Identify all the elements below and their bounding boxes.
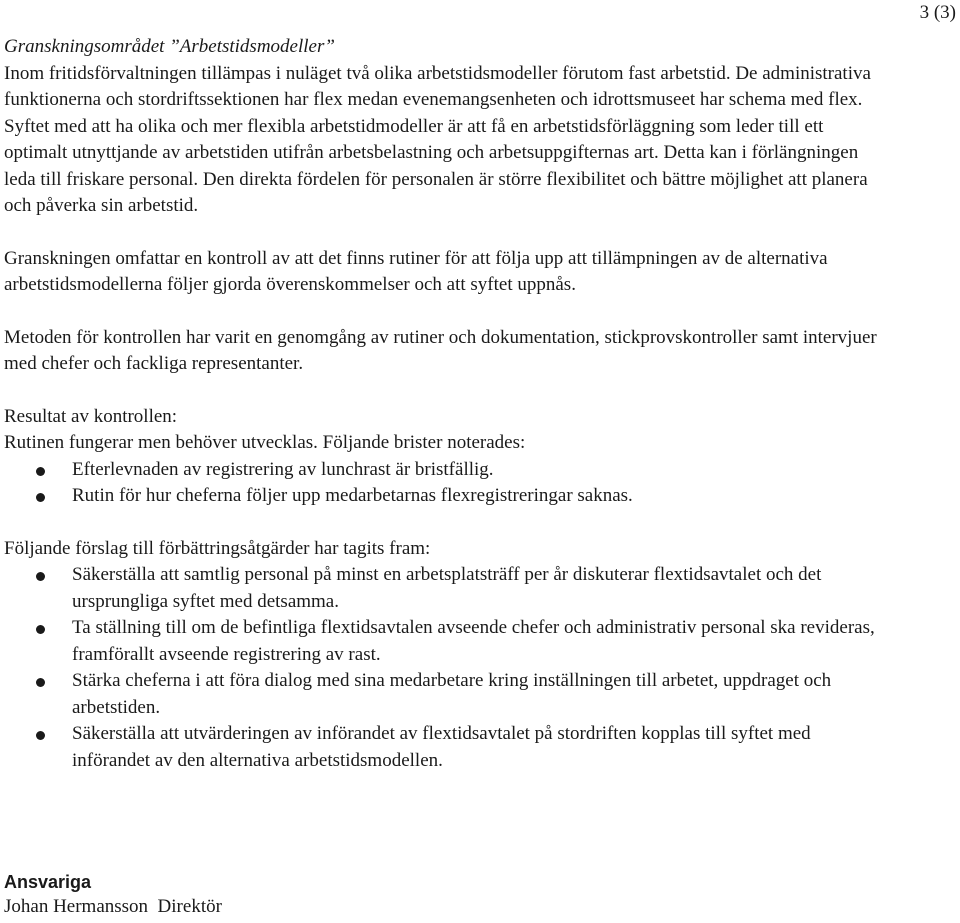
- paragraph-gap: [4, 510, 884, 536]
- responsible-label: Ansvariga: [4, 872, 92, 892]
- list-item: [4, 615, 884, 668]
- result-summary: Rutinen fungerar men behöver utvecklas. Följande brister noterades:: [4, 432, 526, 453]
- paragraph-gap: [4, 378, 884, 404]
- paragraph-gap: [4, 220, 884, 246]
- list-item: [4, 562, 884, 615]
- bullet-icon: [36, 493, 45, 502]
- list-item: [4, 457, 884, 484]
- responsible-section: [4, 870, 884, 921]
- list-item-text: Stärka cheferna i att föra dialog med sina medarbetare kring inställningen till arbetet, uppdraget och arbetstiden.: [72, 670, 832, 718]
- list-item-text: Efterlevnaden av registrering av lunchrast är bristfällig.: [72, 458, 494, 480]
- list-item: [4, 721, 884, 774]
- document-body: [4, 34, 884, 774]
- method-paragraph: Metoden för kontrollen har varit en genomgång av rutiner och dokumentation, stickprovskontroller samt intervjuer med chefer och fackliga representanter.: [4, 326, 877, 374]
- deficiency-list: [4, 457, 884, 510]
- proposal-list: [4, 562, 884, 774]
- responsible-person: Johan Hermansson Direktör: [4, 896, 222, 917]
- proposals-heading: Följande förslag till förbättringsåtgärder har tagits fram:: [4, 537, 431, 559]
- list-item-text: Rutin för hur cheferna följer upp medarbetarnas flexregistreringar saknas.: [72, 485, 633, 506]
- list-item-text: Säkerställa att utvärderingen av införandet av flextidsavtalet på stordriften kopplas till syftet med införandet av den alternativa arbetstidsmodellen.: [72, 723, 811, 771]
- list-item-text: Säkerställa att samtlig personal på minst en arbetsplatsträff per år diskuterar flextidsavtalet och det ursprungliga syftet med detsamma.: [72, 564, 822, 612]
- list-item-text: Ta ställning till om de befintliga flextidsavtalen avseende chefer och administrativ personal ska revideras, framförallt avseende registrering av rast.: [72, 617, 875, 665]
- page-number: 3 (3): [919, 2, 956, 23]
- list-item: [4, 668, 884, 721]
- scope-paragraph: Granskningen omfattar en kontroll av att det finns rutiner för att följa upp att tillämpningen av de alternativa arbetstidsmodellerna följer gjorda överenskommelser och att syftet uppnås.: [4, 247, 828, 295]
- bullet-icon: [36, 572, 45, 581]
- section-heading: Granskningsområdet ”Arbetstidsmodeller”: [4, 36, 335, 57]
- bullet-icon: [36, 467, 45, 476]
- bullet-icon: [36, 678, 45, 687]
- result-heading: Resultat av kontrollen:: [4, 405, 178, 427]
- list-item: [4, 483, 884, 510]
- paragraph-gap: [4, 299, 884, 325]
- bullet-icon: [36, 625, 45, 634]
- bullet-icon: [36, 731, 45, 740]
- intro-paragraph: Inom fritidsförvaltningen tillämpas i nuläget två olika arbetstidsmodeller förutom fast arbetstid. De administrativa funktionerna och stordriftssektionen har flex medan evenemangsenheten och idrottsmuseet har schema med flex. Syftet med att ha olika och mer flexibla arbetstidmodeller är att få en arbetstidsförläggning som leder till ett optimalt utnyttjande av arbetstiden utifrån arbetsbelastning och arbetsuppgifternas art. Detta kan i förlängningen leda till friskare personal. Den direkta fördelen för personalen är större flexibilitet och bättre möjlighet att planera och påverka sin arbetstid.: [4, 62, 871, 216]
